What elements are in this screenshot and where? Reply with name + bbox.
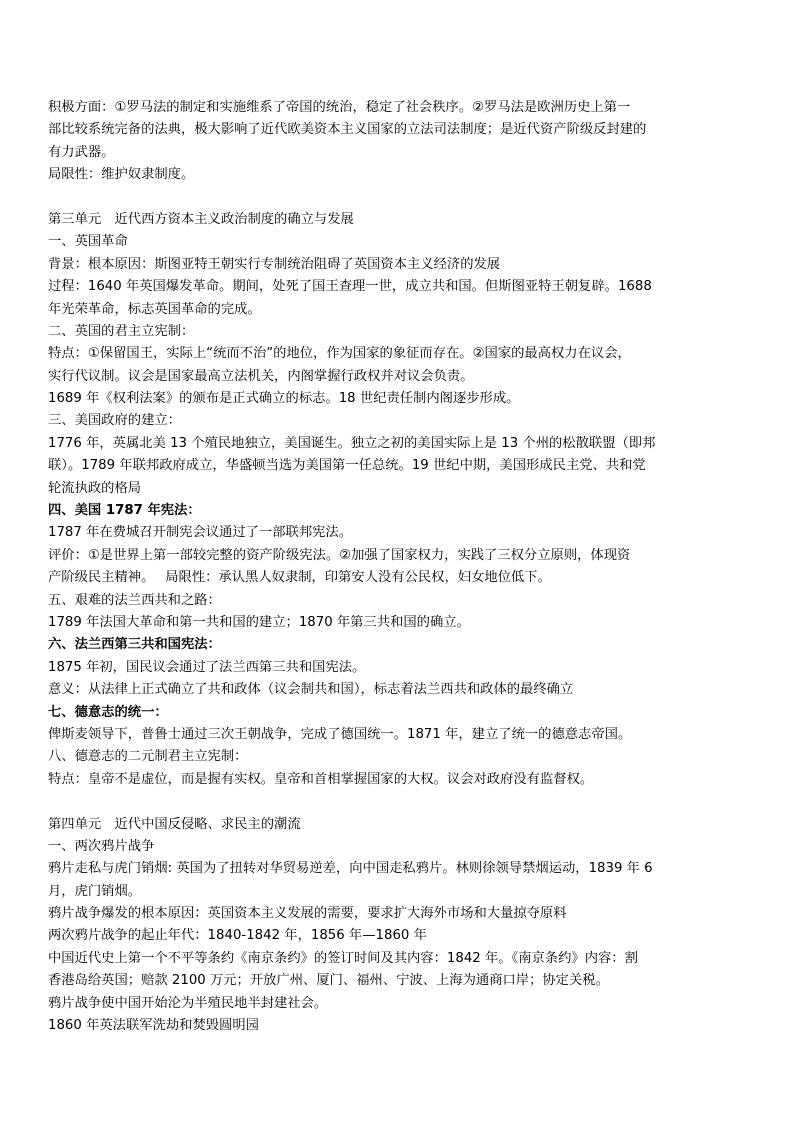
text-line: 局限性：维护奴隶制度。 xyxy=(48,167,195,183)
blank-line xyxy=(48,791,748,813)
text-line: 1776 年，英属北美 13 个殖民地独立，美国诞生。独立之初的美国实际上是 13 个州的松散联盟（即邦 xyxy=(48,435,656,451)
text-line: 1787 年在费城召开制宪会议通过了一部联邦宪法。 xyxy=(48,525,353,541)
text-line: 特点：皇帝不是虚位，而是握有实权。皇帝和首相掌握国家的大权。议会对政府没有监督权。 xyxy=(48,771,594,787)
text-line: 第三单元 近代西方资本主义政治制度的确立与发展 xyxy=(48,211,354,227)
text-line: 月，虎门销烟。 xyxy=(48,883,142,899)
text-line: 五、艰难的法兰西共和之路： xyxy=(48,592,221,608)
text-line: 第四单元 近代中国反侵略、求民主的潮流 xyxy=(48,816,301,832)
text-line: 中国近代史上第一个不平等条约《南京条约》的签订时间及其内容：1842 年。《南京条约》内容：割 xyxy=(48,950,638,966)
text-line: 特点：①保留国王，实际上“统而不治”的地位，作为国家的象征而存在。②国家的最高权力在议会， xyxy=(48,346,631,362)
text-line: 俾斯麦领导下，普鲁士通过三次王朝战争，完成了德国统一。1871 年，建立了统一的德意志帝国。 xyxy=(48,726,632,742)
text-line: 产阶级民主精神。 局限性：承认黑人奴隶制，印第安人没有公民权，妇女地位低下。 xyxy=(48,570,551,586)
text-line: 年光荣革命，标志英国革命的完成。 xyxy=(48,301,261,317)
text-line: 轮流执政的格局 xyxy=(48,480,142,496)
text-line: 七、德意志的统一： xyxy=(48,704,168,720)
text-line: 有力武器。 xyxy=(48,144,115,160)
text-line: 鸦片战争使中国开始沦为半殖民地半封建社会。 xyxy=(48,995,328,1011)
blank-line xyxy=(48,187,748,209)
text-line: 1860 年英法联军洗劫和焚毁圆明园 xyxy=(48,1018,259,1034)
text-line: 三、美国政府的建立： xyxy=(48,413,181,429)
text-line: 香港岛给英国；赔款 2100 万元；开放广州、厦门、福州、宁波、上海为通商口岸；协定关税。 xyxy=(48,973,609,989)
text-line: 鸦片战争爆发的根本原因：英国资本主义发展的需要，要求扩大海外市场和大量掠夺原料 xyxy=(48,906,567,922)
text-line: 1789 年法国大革命和第一共和国的建立；1870 年第三共和国的确立。 xyxy=(48,614,470,630)
text-line: 联）。1789 年联邦政府成立，华盛顿当选为美国第一任总统。19 世纪中期，美国形成民主党、共和党 xyxy=(48,458,646,474)
text-line: 背景：根本原因：斯图亚特王朝实行专制统治阻碍了英国资本主义经济的发展 xyxy=(48,256,501,272)
text-line: 1875 年初，国民议会通过了法兰西第三共和国宪法。 xyxy=(48,659,366,675)
text-line: 六、法兰西第三共和国宪法： xyxy=(48,637,221,653)
text-line: 八、德意志的二元制君主立宪制： xyxy=(48,749,248,765)
text-line: 二、英国的君主立宪制： xyxy=(48,323,195,339)
text-line: 意义：从法律上正式确立了共和政体（议会制共和国），标志着法兰西共和政体的最终确立 xyxy=(48,682,574,698)
text-line: 一、英国革命 xyxy=(48,234,128,250)
text-line: 1689 年《权利法案》的颁布是正式确立的标志。18 世纪责任制内阁逐步形成。 xyxy=(48,391,520,407)
text-line: 一、两次鸦片战争 xyxy=(48,838,155,854)
text-line: 部比较系统完备的法典，极大影响了近代欧美资本主义国家的立法司法制度；是近代资产阶级反封建的 xyxy=(48,122,647,138)
text-line: 鸦片走私与虎门销烟: 英国为了扭转对华贸易逆差，向中国走私鸦片。林则徐领导禁烟运动，1839 年 6 xyxy=(48,861,653,877)
text-line: 四、美国 1787 年宪法： xyxy=(48,503,201,519)
text-line: 积极方面：①罗马法的制定和实施维系了帝国的统治，稳定了社会秩序。②罗马法是欧洲历史上第一 xyxy=(48,100,631,115)
text-line: 实行代议制。议会是国家最高立法机关，内阁掌握行政权并对议会负责。 xyxy=(48,368,474,384)
document-page xyxy=(48,97,748,1037)
text-line: 两次鸦片战争的起止年代：1840-1842 年，1856 年—1860 年 xyxy=(48,928,427,944)
text-line: 评价：①是世界上第一部较完整的资产阶级宪法。②加强了国家权力，实践了三权分立原则，体现资 xyxy=(48,547,631,563)
text-line: 过程：1640 年英国爆发革命。期间，处死了国王查理一世，成立共和国。但斯图亚特王朝复辟。1688 xyxy=(48,279,652,295)
